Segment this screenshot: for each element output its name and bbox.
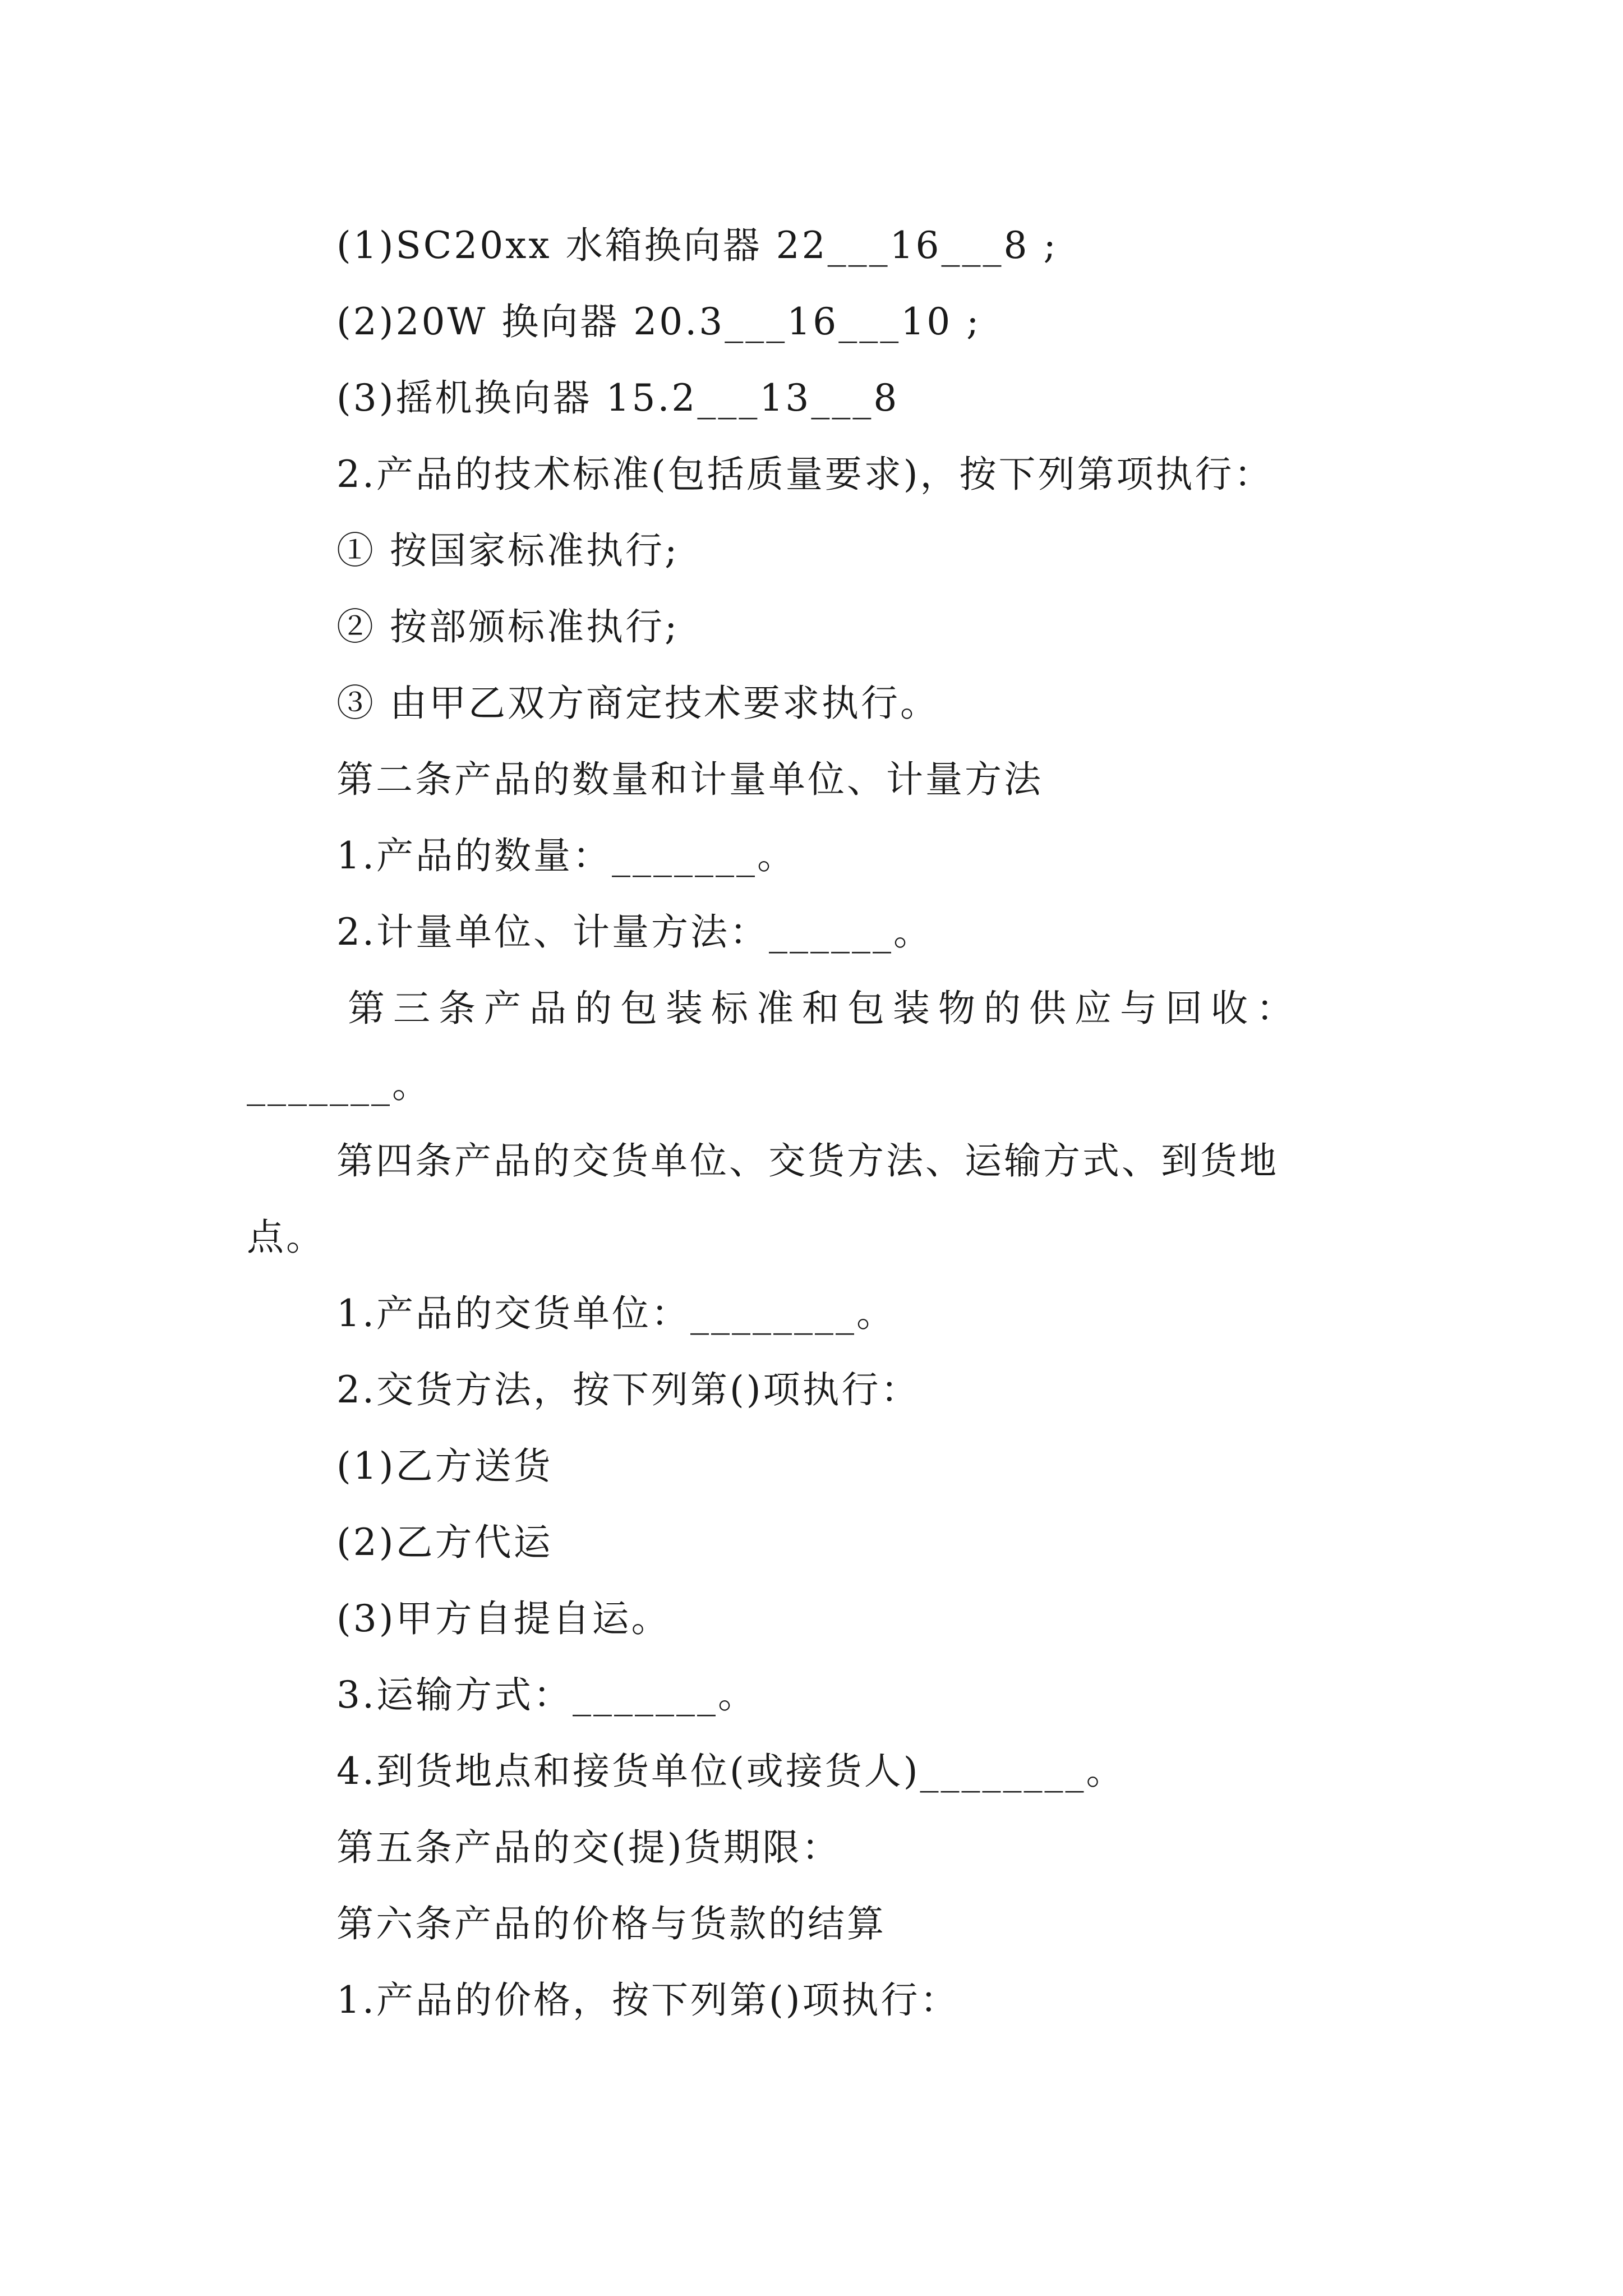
destination-line: 4.到货地点和接货单位(或接货人)________。 — [336, 1750, 1126, 1793]
delivery-method-line: 2.交货方法，按下列第()项执行： — [336, 1368, 920, 1411]
article-3-blank: _______。 — [247, 1063, 431, 1106]
delivery-unit-line: 1.产品的交货单位：________。 — [336, 1292, 896, 1335]
technical-standard-clause: 2.产品的技术标准(包括质量要求)，按下列第项执行： — [336, 453, 1274, 496]
transport-mode-line: 3.运输方式：_______。 — [336, 1673, 757, 1717]
item-rocker-reverser: (3)摇机换向器 15.2___13___8 — [336, 376, 900, 420]
product-price-line: 1.产品的价格，按下列第()项执行： — [336, 1978, 960, 2022]
article-4-heading: 第四条产品的交货单位、交货方法、运输方式、到货地 — [336, 1139, 1279, 1182]
article-2-heading: 第二条产品的数量和计量单位、计量方法 — [336, 758, 1043, 801]
option-national-standard: ① 按国家标准执行; — [336, 529, 680, 572]
option-seller-ships: (2)乙方代运 — [336, 1521, 553, 1564]
option-negotiated-standard: ③ 由甲乙双方商定技术要求执行。 — [336, 682, 939, 725]
article-6-heading: 第六条产品的价格与货款的结算 — [336, 1902, 886, 1945]
article-5-heading: 第五条产品的交(提)货期限： — [336, 1826, 841, 1869]
article-3-heading: 第三条产品的包装标准和包装物的供应与回收： — [348, 987, 1302, 1030]
item-sc20xx-reverser: (1)SC20xx 水箱换向器 22___16___8 ; — [336, 224, 1058, 267]
article-4-heading-cont: 点。 — [247, 1216, 325, 1259]
measurement-method-line: 2.计量单位、计量方法：______。 — [336, 910, 933, 954]
item-20w-reverser: (2)20W 换向器 20.3___16___10 ; — [336, 300, 981, 343]
option-buyer-pickup: (3)甲方自提自运。 — [336, 1597, 671, 1640]
option-ministry-standard: ② 按部颁标准执行; — [336, 605, 680, 648]
product-quantity-line: 1.产品的数量：_______。 — [336, 834, 796, 877]
option-seller-delivers: (1)乙方送货 — [336, 1444, 553, 1488]
